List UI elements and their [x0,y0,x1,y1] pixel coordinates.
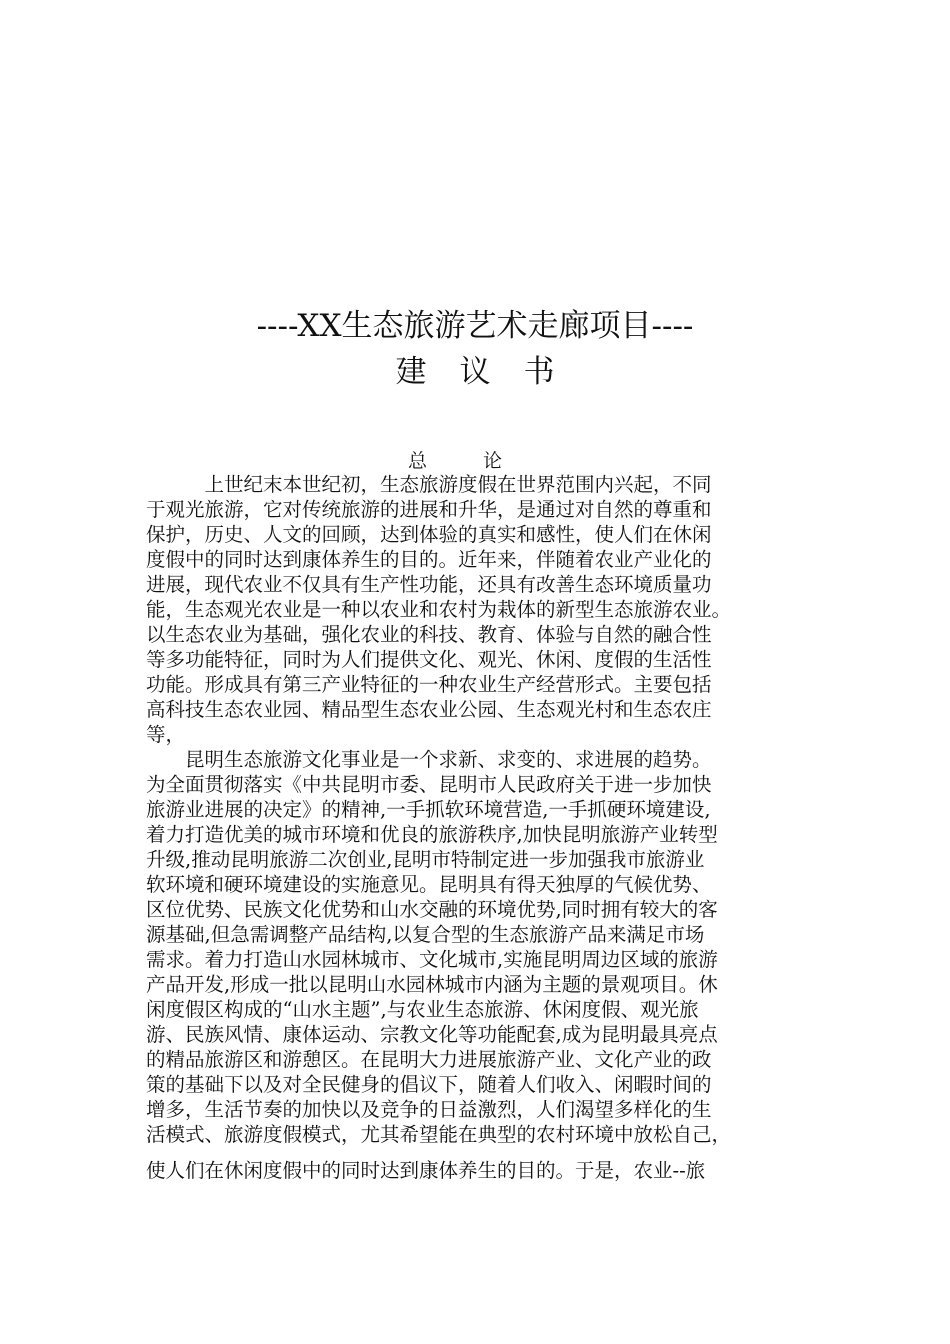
body-line: 源基础,但急需调整产品结构,以复合型的生态旅游产品来满足市场 [146,923,705,946]
body-line: 活模式、旅游度假模式，尤其希望能在典型的农村环境中放松自己， [146,1123,732,1146]
body-line: 昆明生态旅游文化事业是一个求新、求变的、求进展的趋势。 [146,748,712,771]
body-line: 能，生态观光农业是一种以农业和农村为栽体的新型生态旅游农业。 [146,598,732,621]
body-line: 等， [146,723,186,746]
section-heading: 总论 [407,450,558,472]
body-line: 区位优势、民族文化优势和山水交融的环境优势,同时拥有较大的客 [146,898,718,921]
document-subtitle: 建议书 [395,354,588,390]
body-line: 软环境和硬环境建设的实施意见。昆明具有得天独厚的气候优势、 [146,873,712,896]
body-line: 产品开发,形成一批以昆明山水园林城市内涵为主题的景观项目。休 [146,973,718,996]
document-title: ----XX生态旅游艺术走廊项目---- [256,308,694,344]
body-line: 以生态农业为基础，强化农业的科技、教育、体验与自然的融合性 [146,623,712,646]
body-line: 功能。形成具有第三产业特征的一种农业生产经营形式。主要包括 [146,673,712,696]
body-line: 进展，现代农业不仅具有生产性功能，还具有改善生态环境质量功 [146,573,712,596]
body-line: 升级,推动昆明旅游二次创业,昆明市特制定进一步加强我市旅游业 [146,848,705,871]
body-line: 游、民族风情、康体运动、宗教文化等功能配套,成为昆明最具亮点 [146,1023,718,1046]
body-line: 策的基础下以及对全民健身的倡议下，随着人们收入、闲暇时间的 [146,1073,712,1096]
body-line: 度假中的同时达到康体养生的目的。近年来，伴随着农业产业化的 [146,548,712,571]
body-line: 闲度假区构成的“山水主题”,与农业生态旅游、休闲度假、观光旅 [146,998,699,1021]
body-line: 着力打造优美的城市环境和优良的旅游秩序,加快昆明旅游产业转型 [146,823,718,846]
body-line: 使人们在休闲度假中的同时达到康体养生的目的。于是，农业--旅 [146,1159,706,1182]
body-line: 的精品旅游区和游憩区。在昆明大力进展旅游产业、文化产业的政 [146,1048,712,1071]
body-line: 于观光旅游，它对传统旅游的进展和升华，是通过对自然的尊重和 [146,498,712,521]
body-line: 等多功能特征，同时为人们提供文化、观光、休闲、度假的生活性 [146,648,712,671]
body-line: 高科技生态农业园、精品型生态农业公园、生态观光村和生态农庄 [146,698,712,721]
body-line: 上世纪末本世纪初，生态旅游度假在世界范围内兴起，不同 [146,473,712,496]
body-line: 需求。着力打造山水园林城市、文化城市,实施昆明周边区域的旅游 [146,948,718,971]
body-line: 增多，生活节奏的加快以及竞争的日益激烈，人们渴望多样化的生 [146,1098,712,1121]
body-line: 旅游业进展的决定》的精神,一手抓软环境营造,一手抓硬环境建设, [146,798,711,821]
body-line: 保护，历史、人文的回顾，达到体验的真实和感性，使人们在休闲 [146,523,712,546]
body-line: 为全面贯彻落实《中共昆明市委、昆明市人民政府关于进一步加快 [146,773,712,796]
